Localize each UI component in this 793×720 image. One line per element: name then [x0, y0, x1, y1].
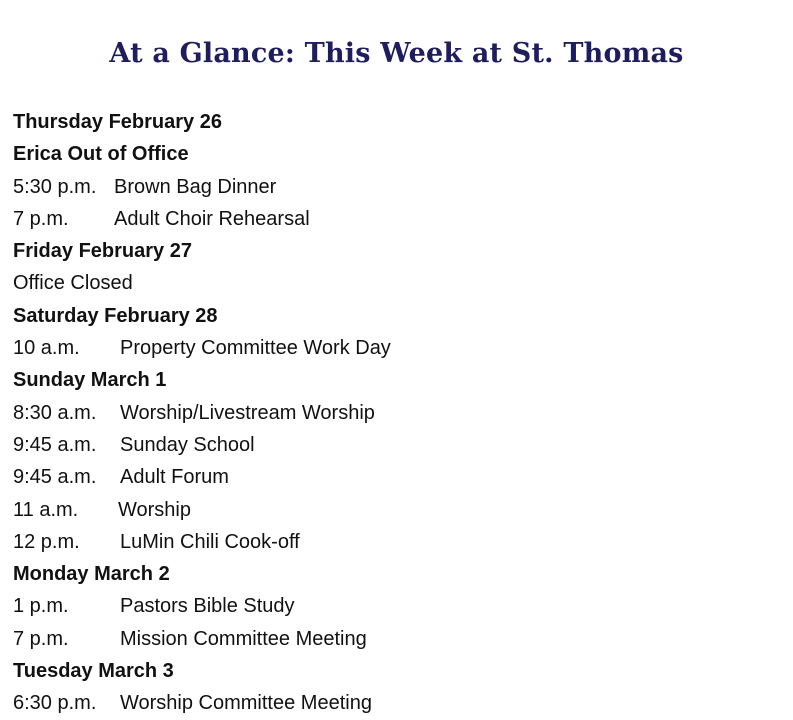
day-heading-text: Monday March 2 — [13, 563, 170, 586]
event-row — [13, 590, 773, 622]
day-heading-text: Saturday February 28 — [13, 304, 218, 327]
event-time: 10 a.m. — [13, 337, 80, 360]
day-heading — [13, 558, 773, 590]
event-time: 6:30 p.m. — [13, 692, 97, 715]
event-name: LuMin Chili Cook-off — [120, 530, 300, 553]
event-time: 8:30 a.m. — [13, 401, 97, 424]
event-time: 1 p.m. — [13, 595, 69, 618]
event-name: Worship/Livestream Worship — [120, 401, 375, 424]
event-row — [13, 526, 773, 558]
day-heading — [13, 364, 773, 396]
day-heading — [13, 655, 773, 687]
event-row — [13, 623, 773, 655]
schedule-note-text: Erica Out of Office — [13, 143, 189, 166]
day-heading-text: Sunday March 1 — [13, 369, 167, 392]
event-time: 5:30 p.m. — [13, 175, 97, 198]
schedule-note-text: Office Closed — [13, 272, 133, 295]
event-row — [13, 461, 773, 493]
event-row — [13, 171, 773, 203]
event-time: 9:45 a.m. — [13, 466, 97, 489]
event-row — [13, 332, 773, 364]
event-time: 7 p.m. — [13, 627, 69, 650]
event-row — [13, 203, 773, 235]
schedule-note — [13, 138, 773, 170]
event-time: 11 a.m. — [13, 498, 79, 521]
day-heading — [13, 106, 773, 138]
event-name: Worship Committee Meeting — [120, 692, 372, 715]
event-row — [13, 687, 773, 719]
event-name: Brown Bag Dinner — [114, 175, 277, 198]
event-time: 7 p.m. — [13, 207, 69, 230]
day-heading-text: Tuesday March 3 — [13, 660, 174, 683]
event-row — [13, 494, 773, 526]
event-name: Sunday School — [120, 433, 255, 456]
event-name: Worship — [118, 498, 191, 521]
event-row — [13, 429, 773, 461]
day-heading-text: Friday February 27 — [13, 240, 192, 263]
event-name: Pastors Bible Study — [120, 595, 295, 618]
day-heading — [13, 300, 773, 332]
event-name: Mission Committee Meeting — [120, 627, 367, 650]
event-row — [13, 397, 773, 429]
schedule-note — [13, 267, 773, 299]
event-time: 9:45 a.m. — [13, 433, 97, 456]
schedule-list — [13, 106, 773, 720]
event-name: Adult Forum — [120, 466, 229, 489]
event-name: Property Committee Work Day — [120, 337, 391, 360]
event-time: 12 p.m. — [13, 530, 80, 553]
day-heading — [13, 235, 773, 267]
event-name: Adult Choir Rehearsal — [114, 207, 310, 230]
page-title: At a Glance: This Week at St. Thomas — [109, 38, 684, 69]
day-heading-text: Thursday February 26 — [13, 111, 222, 133]
